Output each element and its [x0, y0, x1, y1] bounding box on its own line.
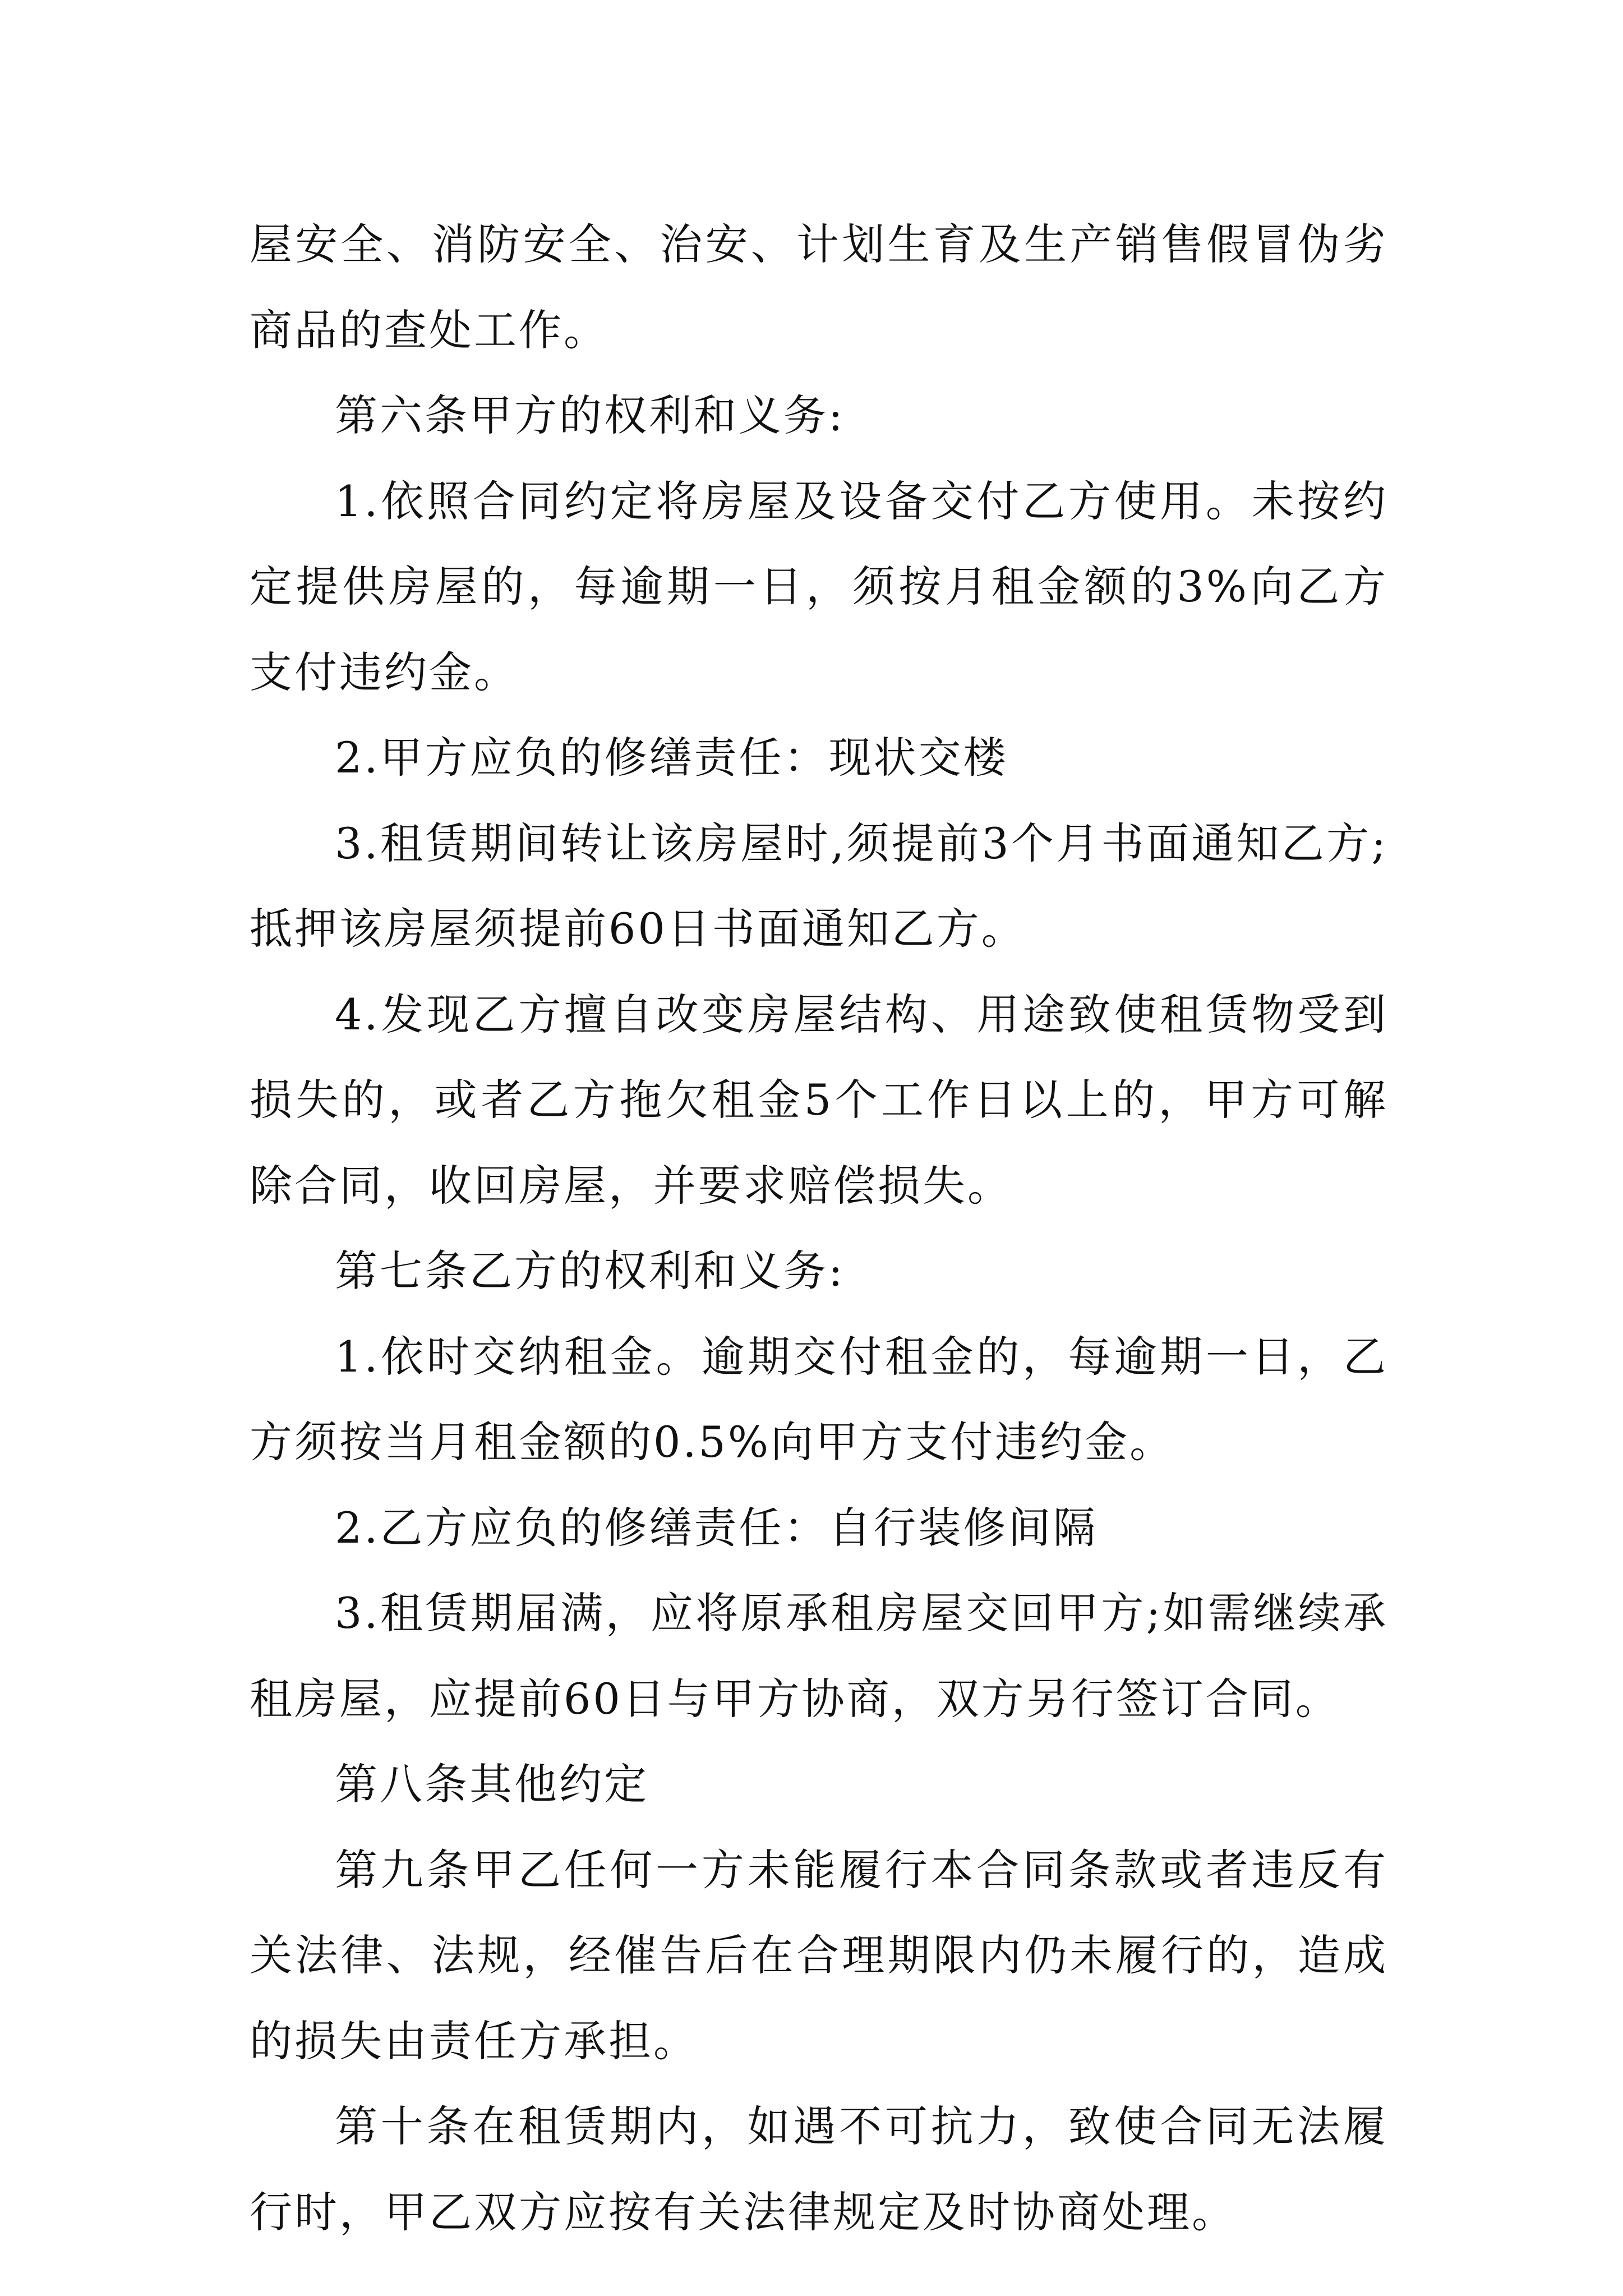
- article-10-paragraph: 第十条在租赁期内，如遇不可抗力，致使合同无法履行时，甲乙双方应按有关法律规定及时协商处理。: [250, 2101, 1388, 2237]
- article-6-item-2: 2.甲方应负的修缮责任：现状交楼: [335, 733, 1008, 783]
- article-7-item-2: 2.乙方应负的修缮责任：自行装修间隔: [335, 1502, 1098, 1553]
- article-8-heading: 第八条其他约定: [335, 1759, 649, 1809]
- article-7-item-1: 1.依时交纳租金。逾期交付租金的，每逾期一日，乙方须按当月租金额的0.5%向甲方支付违约金。: [250, 1331, 1388, 1467]
- article-7-item-3: 3.租赁期届满，应将原承租房屋交回甲方;如需继续承租房屋，应提前60日与甲方协商，双方另行签订合同。: [250, 1588, 1388, 1724]
- article-7-heading: 第七条乙方的权利和义务:: [335, 1246, 845, 1296]
- article-6-item-4: 4.发现乙方擅自改变房屋结构、用途致使租赁物受到损失的，或者乙方拖欠租金5个工作日以上的，甲方可解除合同，收回房屋，并要求赔偿损失。: [250, 989, 1388, 1211]
- article-6-item-3: 3.租赁期间转让该房屋时,须提前3个月书面通知乙方;抵押该房屋须提前60日书面通知乙方。: [250, 818, 1388, 954]
- article-6-heading: 第六条甲方的权利和义务:: [335, 390, 845, 440]
- document-body: [250, 202, 1388, 2255]
- paragraph-continuation: 屋安全、消防安全、治安、计划生育及生产销售假冒伪劣商品的查处工作。: [250, 219, 1388, 355]
- article-9-paragraph: 第九条甲乙任何一方未能履行本合同条款或者违反有关法律、法规，经催告后在合理期限内仍未履行的，造成的损失由责任方承担。: [250, 1844, 1388, 2066]
- article-6-item-1: 1.依照合同约定将房屋及设备交付乙方使用。未按约定提供房屋的，每逾期一日，须按月租金额的3%向乙方支付违约金。: [250, 476, 1388, 697]
